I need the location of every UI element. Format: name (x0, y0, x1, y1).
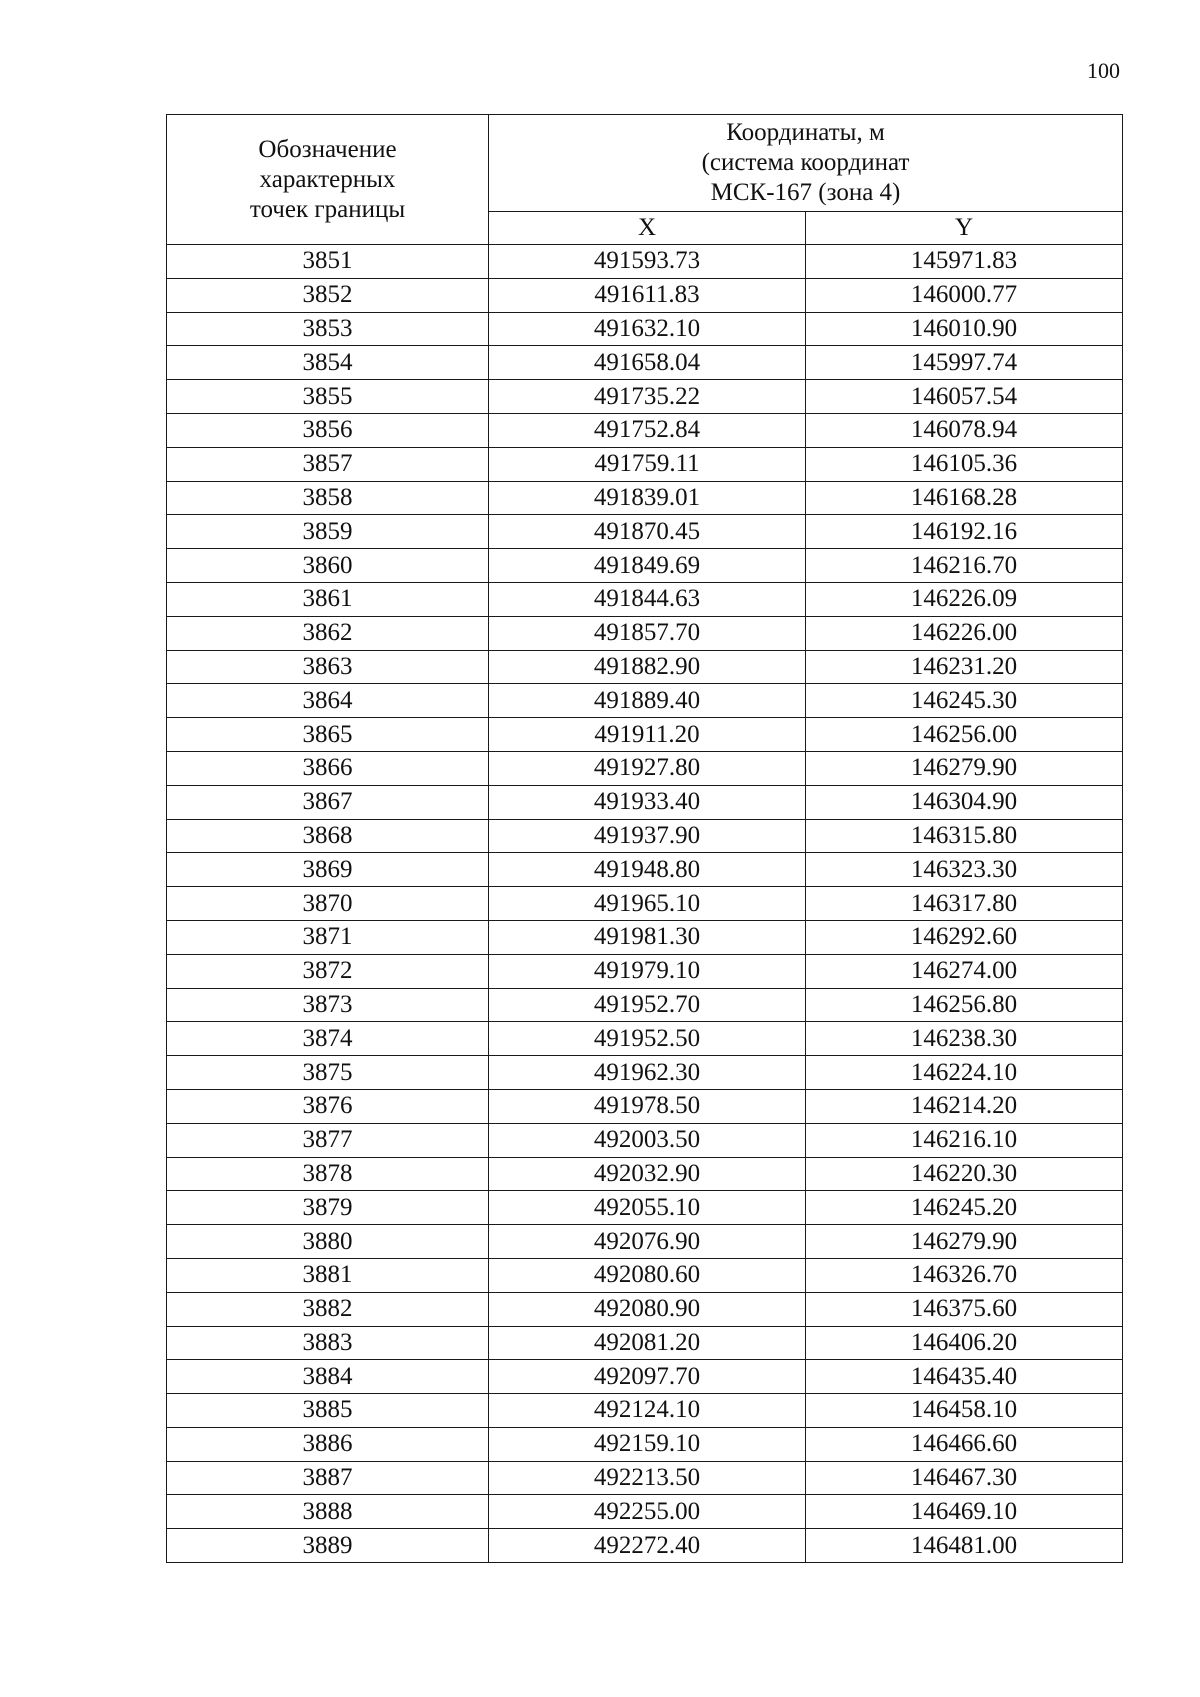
y-coordinate-cell: 146105.36 (806, 447, 1123, 481)
x-coordinate-cell: 492076.90 (489, 1225, 806, 1259)
point-id-cell: 3882 (167, 1292, 489, 1326)
y-coordinate-cell: 146466.60 (806, 1427, 1123, 1461)
table-row (167, 1394, 1123, 1428)
point-id-cell: 3888 (167, 1495, 489, 1529)
point-id-cell: 3871 (167, 920, 489, 954)
y-coordinate-cell: 146010.90 (806, 312, 1123, 346)
y-coordinate-cell: 146481.00 (806, 1529, 1123, 1563)
x-coordinate-cell: 492255.00 (489, 1495, 806, 1529)
table-row (167, 954, 1123, 988)
y-coordinate-cell: 146274.00 (806, 954, 1123, 988)
x-coordinate-cell: 491870.45 (489, 515, 806, 549)
table-row (167, 887, 1123, 921)
y-coordinate-cell: 146226.09 (806, 582, 1123, 616)
coords-header-line: Координаты, м (726, 119, 885, 146)
table-row (167, 245, 1123, 279)
header-row-top (167, 115, 1123, 212)
point-id-cell: 3864 (167, 684, 489, 718)
y-coordinate-cell: 146323.30 (806, 853, 1123, 887)
x-coordinate-cell: 492124.10 (489, 1394, 806, 1428)
x-coordinate-cell: 491962.30 (489, 1056, 806, 1090)
coords-header-line: МСК-167 (зона 4) (710, 179, 901, 206)
point-id-cell: 3874 (167, 1022, 489, 1056)
point-id-cell: 3877 (167, 1123, 489, 1157)
x-coordinate-cell: 492003.50 (489, 1123, 806, 1157)
y-coordinate-cell: 146078.94 (806, 413, 1123, 447)
table-row (167, 1258, 1123, 1292)
point-id-cell: 3857 (167, 447, 489, 481)
x-coordinate-cell: 491978.50 (489, 1089, 806, 1123)
x-coordinate-cell: 491927.80 (489, 751, 806, 785)
x-coordinate-cell: 491882.90 (489, 650, 806, 684)
x-coordinate-cell: 491632.10 (489, 312, 806, 346)
y-coordinate-cell: 146226.00 (806, 616, 1123, 650)
table-row (167, 650, 1123, 684)
table-row (167, 1326, 1123, 1360)
x-coordinate-cell: 492159.10 (489, 1427, 806, 1461)
table-row (167, 413, 1123, 447)
point-id-cell: 3875 (167, 1056, 489, 1090)
x-coordinate-cell: 491759.11 (489, 447, 806, 481)
y-coordinate-cell: 146256.00 (806, 718, 1123, 752)
table-row (167, 684, 1123, 718)
table-row (167, 1089, 1123, 1123)
x-coordinate-cell: 491752.84 (489, 413, 806, 447)
point-id-cell: 3887 (167, 1461, 489, 1495)
point-id-cell: 3852 (167, 278, 489, 312)
x-coordinate-cell: 491839.01 (489, 481, 806, 515)
coords-header-line: (система координат (701, 149, 910, 176)
point-id-cell: 3863 (167, 650, 489, 684)
y-coordinate-cell: 146238.30 (806, 1022, 1123, 1056)
y-coordinate-cell: 146245.30 (806, 684, 1123, 718)
table-row (167, 380, 1123, 414)
x-coordinate-cell: 492081.20 (489, 1326, 806, 1360)
point-id-cell: 3862 (167, 616, 489, 650)
y-column-header: Y (806, 212, 1123, 245)
x-coordinate-cell: 491611.83 (489, 278, 806, 312)
y-coordinate-cell: 146458.10 (806, 1394, 1123, 1428)
x-coordinate-cell: 491857.70 (489, 616, 806, 650)
x-coordinate-cell: 492080.60 (489, 1258, 806, 1292)
x-coordinate-cell: 491844.63 (489, 582, 806, 616)
x-coordinate-cell: 491948.80 (489, 853, 806, 887)
y-coordinate-cell: 146224.10 (806, 1056, 1123, 1090)
coordinates-table (166, 114, 1123, 1563)
point-header-line: характерных (259, 165, 396, 193)
y-coordinate-cell: 146245.20 (806, 1191, 1123, 1225)
point-id-cell: 3853 (167, 312, 489, 346)
point-id-cell: 3886 (167, 1427, 489, 1461)
table-row (167, 1225, 1123, 1259)
table-row (167, 312, 1123, 346)
y-coordinate-cell: 146317.80 (806, 887, 1123, 921)
table-row (167, 515, 1123, 549)
y-coordinate-cell: 146057.54 (806, 380, 1123, 414)
point-id-cell: 3860 (167, 549, 489, 583)
x-coordinate-cell: 492213.50 (489, 1461, 806, 1495)
table-row (167, 1495, 1123, 1529)
y-coordinate-cell: 146216.70 (806, 549, 1123, 583)
y-coordinate-cell: 146375.60 (806, 1292, 1123, 1326)
table-row (167, 819, 1123, 853)
point-header-line: Обозначение (258, 135, 397, 163)
point-designation-header (167, 115, 489, 245)
y-coordinate-cell: 146192.16 (806, 515, 1123, 549)
y-coordinate-cell: 146231.20 (806, 650, 1123, 684)
point-id-cell: 3868 (167, 819, 489, 853)
table-row (167, 853, 1123, 887)
table-row (167, 1360, 1123, 1394)
y-coordinate-cell: 146000.77 (806, 278, 1123, 312)
table-row (167, 1157, 1123, 1191)
y-coordinate-cell: 146406.20 (806, 1326, 1123, 1360)
table-row (167, 1427, 1123, 1461)
point-id-cell: 3858 (167, 481, 489, 515)
x-coordinate-cell: 491933.40 (489, 785, 806, 819)
x-coordinate-cell: 491658.04 (489, 346, 806, 380)
x-coordinate-cell: 492080.90 (489, 1292, 806, 1326)
x-coordinate-cell: 491889.40 (489, 684, 806, 718)
point-id-cell: 3866 (167, 751, 489, 785)
table-row (167, 481, 1123, 515)
point-id-cell: 3855 (167, 380, 489, 414)
x-coordinate-cell: 491937.90 (489, 819, 806, 853)
point-id-cell: 3873 (167, 988, 489, 1022)
table-row (167, 1461, 1123, 1495)
point-id-cell: 3856 (167, 413, 489, 447)
point-id-cell: 3854 (167, 346, 489, 380)
table-row (167, 616, 1123, 650)
point-id-cell: 3865 (167, 718, 489, 752)
coordinates-header (489, 115, 1123, 212)
x-coordinate-cell: 491593.73 (489, 245, 806, 279)
point-id-cell: 3880 (167, 1225, 489, 1259)
point-id-cell: 3884 (167, 1360, 489, 1394)
y-coordinate-cell: 145997.74 (806, 346, 1123, 380)
table-body (167, 245, 1123, 1563)
table-row (167, 920, 1123, 954)
x-coordinate-cell: 491965.10 (489, 887, 806, 921)
y-coordinate-cell: 146216.10 (806, 1123, 1123, 1157)
x-coordinate-cell: 491981.30 (489, 920, 806, 954)
table-row (167, 1123, 1123, 1157)
point-id-cell: 3867 (167, 785, 489, 819)
x-coordinate-cell: 491952.50 (489, 1022, 806, 1056)
x-coordinate-cell: 491979.10 (489, 954, 806, 988)
y-coordinate-cell: 146304.90 (806, 785, 1123, 819)
point-id-cell: 3859 (167, 515, 489, 549)
point-id-cell: 3869 (167, 853, 489, 887)
table-row (167, 1056, 1123, 1090)
table-row (167, 1022, 1123, 1056)
table-row (167, 447, 1123, 481)
table-row (167, 346, 1123, 380)
point-id-cell: 3881 (167, 1258, 489, 1292)
x-coordinate-cell: 492272.40 (489, 1529, 806, 1563)
x-coordinate-cell: 492055.10 (489, 1191, 806, 1225)
page-number: 100 (1087, 58, 1120, 83)
table-row (167, 718, 1123, 752)
table-row (167, 1292, 1123, 1326)
point-id-cell: 3870 (167, 887, 489, 921)
table-row (167, 549, 1123, 583)
x-column-header: X (489, 212, 806, 245)
table-header (167, 115, 1123, 245)
y-coordinate-cell: 146315.80 (806, 819, 1123, 853)
y-coordinate-cell: 146214.20 (806, 1089, 1123, 1123)
y-coordinate-cell: 146279.90 (806, 751, 1123, 785)
table-row (167, 1529, 1123, 1563)
y-coordinate-cell: 146220.30 (806, 1157, 1123, 1191)
point-id-cell: 3889 (167, 1529, 489, 1563)
y-coordinate-cell: 146279.90 (806, 1225, 1123, 1259)
point-id-cell: 3883 (167, 1326, 489, 1360)
y-coordinate-cell: 146168.28 (806, 481, 1123, 515)
point-id-cell: 3885 (167, 1394, 489, 1428)
x-coordinate-cell: 491952.70 (489, 988, 806, 1022)
y-coordinate-cell: 146326.70 (806, 1258, 1123, 1292)
point-id-cell: 3861 (167, 582, 489, 616)
y-coordinate-cell: 146435.40 (806, 1360, 1123, 1394)
x-coordinate-cell: 492032.90 (489, 1157, 806, 1191)
table-row (167, 988, 1123, 1022)
y-coordinate-cell: 145971.83 (806, 245, 1123, 279)
point-id-cell: 3872 (167, 954, 489, 988)
table-row (167, 1191, 1123, 1225)
y-coordinate-cell: 146469.10 (806, 1495, 1123, 1529)
y-coordinate-cell: 146256.80 (806, 988, 1123, 1022)
table-row (167, 278, 1123, 312)
x-coordinate-cell: 491735.22 (489, 380, 806, 414)
x-coordinate-cell: 491849.69 (489, 549, 806, 583)
point-id-cell: 3851 (167, 245, 489, 279)
y-coordinate-cell: 146292.60 (806, 920, 1123, 954)
point-id-cell: 3879 (167, 1191, 489, 1225)
table-row (167, 785, 1123, 819)
point-header-line: точек границы (249, 195, 406, 223)
x-coordinate-cell: 491911.20 (489, 718, 806, 752)
point-id-cell: 3876 (167, 1089, 489, 1123)
y-coordinate-cell: 146467.30 (806, 1461, 1123, 1495)
table-row (167, 751, 1123, 785)
point-id-cell: 3878 (167, 1157, 489, 1191)
table-row (167, 582, 1123, 616)
x-coordinate-cell: 492097.70 (489, 1360, 806, 1394)
